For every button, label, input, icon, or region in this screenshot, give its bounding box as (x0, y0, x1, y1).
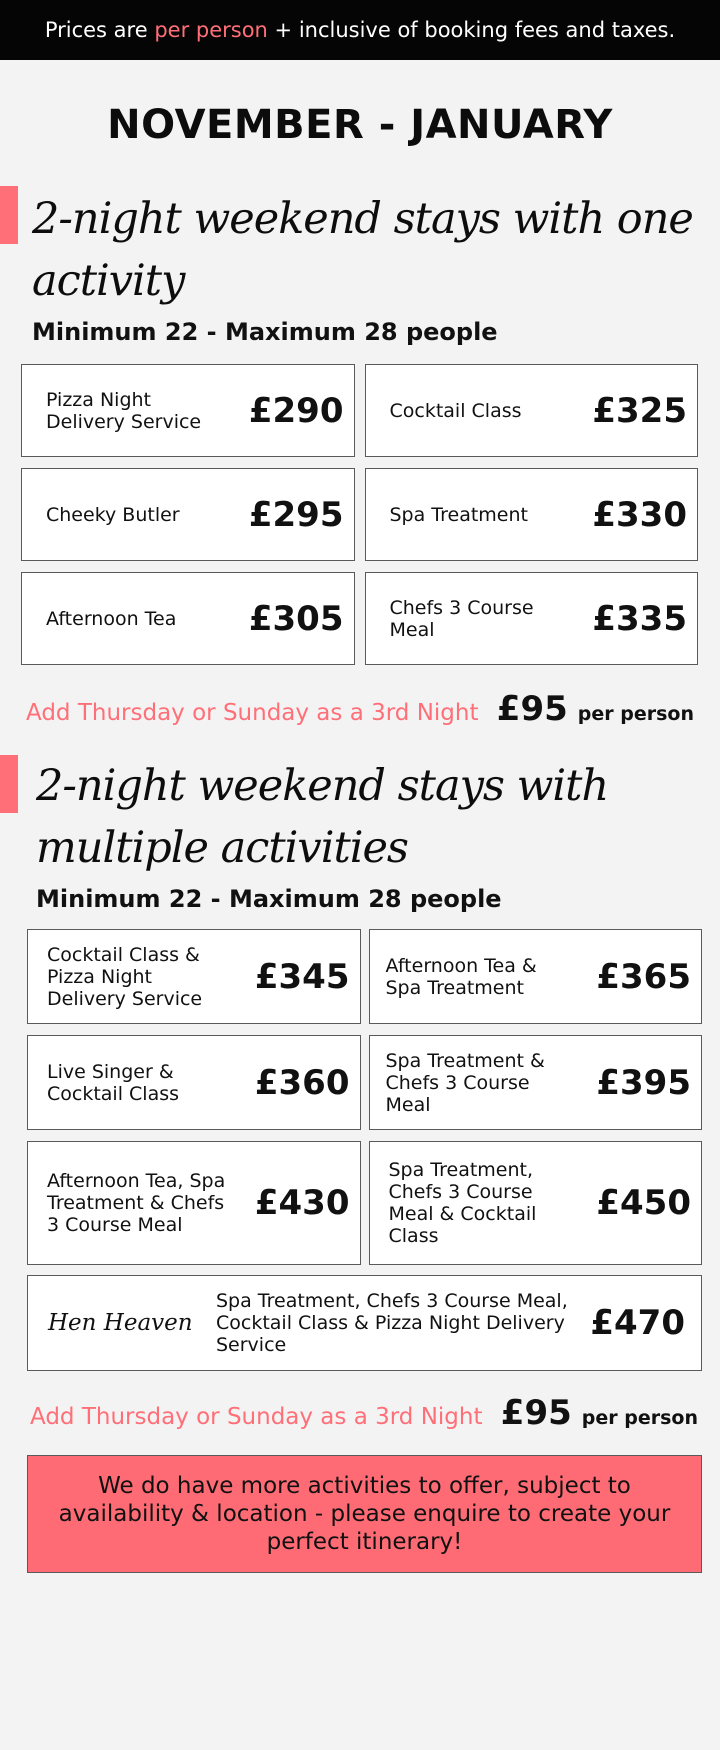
option-name: Spa Treatment & Chefs 3 Course Meal (385, 1049, 545, 1116)
option-name: Cocktail Class & Pizza Night Delivery Service (47, 943, 203, 1010)
option-name: Chefs 3 Course Meal (389, 596, 534, 641)
pricing-info-banner (0, 0, 720, 60)
activity-option[interactable] (21, 572, 355, 665)
package-options-grid (27, 929, 702, 1265)
extra-night-label: Add Thursday or Sunday as a 3rd Night (26, 700, 479, 726)
heading-line-2: activity (32, 256, 185, 306)
option-name: Pizza Night Delivery Service (46, 388, 202, 433)
extra-night-price: £95 (500, 1393, 572, 1433)
activity-options-grid (21, 364, 698, 665)
option-name: Cheeky Butler (46, 503, 180, 526)
option-name: Live Singer & Cocktail Class (47, 1060, 180, 1105)
banner-highlight: per person (154, 18, 268, 42)
package-option[interactable] (369, 929, 703, 1024)
option-name: Spa Treatment, Chefs 3 Course Meal & Cocktail Class (388, 1159, 537, 1247)
package-description: Spa Treatment, Chefs 3 Course Meal, Cocktail Class & Pizza Night Delivery Service (216, 1290, 568, 1356)
extra-night-price-group (497, 689, 694, 729)
heading-line-2: multiple activities (36, 823, 408, 873)
option-price: £295 (248, 494, 344, 535)
section-marker (0, 755, 18, 813)
activity-option[interactable] (365, 364, 699, 457)
extra-night-offer (26, 689, 694, 729)
extra-night-label: Add Thursday or Sunday as a 3rd Night (30, 1404, 483, 1430)
heading-line-1: 2-night weekend stays with one (32, 194, 693, 244)
section-marker (0, 186, 18, 244)
option-price: £365 (596, 956, 691, 997)
activity-option[interactable] (365, 572, 699, 665)
activity-option[interactable] (365, 468, 699, 561)
option-price: £430 (254, 1183, 350, 1223)
season-title: NOVEMBER - JANUARY (107, 102, 613, 148)
option-price: £305 (248, 598, 344, 639)
section-heading (0, 188, 720, 312)
extra-night-unit: per person (577, 703, 694, 725)
option-price: £330 (592, 494, 687, 535)
option-name: Afternoon Tea, Spa Treatment & Chefs 3 Course Meal (47, 1170, 226, 1236)
heading-line-1: 2-night weekend stays with (36, 761, 609, 811)
option-price: £470 (590, 1303, 685, 1343)
extra-night-price-group (501, 1393, 698, 1433)
group-size: Minimum 22 - Maximum 28 people (32, 318, 498, 346)
single-activity-section (0, 188, 720, 729)
option-price: £360 (254, 1062, 350, 1103)
section-heading (0, 755, 720, 879)
option-price: £325 (592, 390, 687, 431)
banner-prefix: Prices are (44, 18, 148, 42)
enquiry-notice: We do have more activities to offer, subject to availability & location - please enquire to create your perfect itinerary! (27, 1455, 702, 1573)
multi-activity-section (0, 755, 720, 1433)
banner-suffix: + inclusive of booking fees and taxes. (274, 18, 676, 42)
package-option[interactable] (27, 1141, 361, 1265)
activity-option[interactable] (21, 364, 355, 457)
package-option[interactable] (369, 1035, 703, 1130)
package-option[interactable] (27, 929, 361, 1024)
option-price: £395 (596, 1062, 691, 1103)
option-name: Afternoon Tea (46, 607, 177, 630)
option-price: £290 (248, 390, 344, 431)
group-size: Minimum 22 - Maximum 28 people (36, 885, 502, 913)
option-name: Afternoon Tea & Spa Treatment (385, 954, 537, 999)
option-price: £345 (254, 956, 350, 997)
option-price: £335 (592, 598, 687, 639)
hen-heaven-package[interactable] (27, 1275, 702, 1371)
extra-night-price: £95 (496, 689, 568, 729)
option-price: £450 (596, 1183, 691, 1223)
activity-option[interactable] (21, 468, 355, 561)
package-option[interactable] (27, 1035, 361, 1130)
package-name: Hen Heaven (48, 1310, 193, 1336)
extra-night-unit: per person (581, 1407, 698, 1429)
option-name: Cocktail Class (389, 399, 522, 422)
package-option[interactable] (369, 1141, 703, 1265)
extra-night-offer (30, 1393, 698, 1433)
option-name: Spa Treatment (389, 503, 528, 526)
